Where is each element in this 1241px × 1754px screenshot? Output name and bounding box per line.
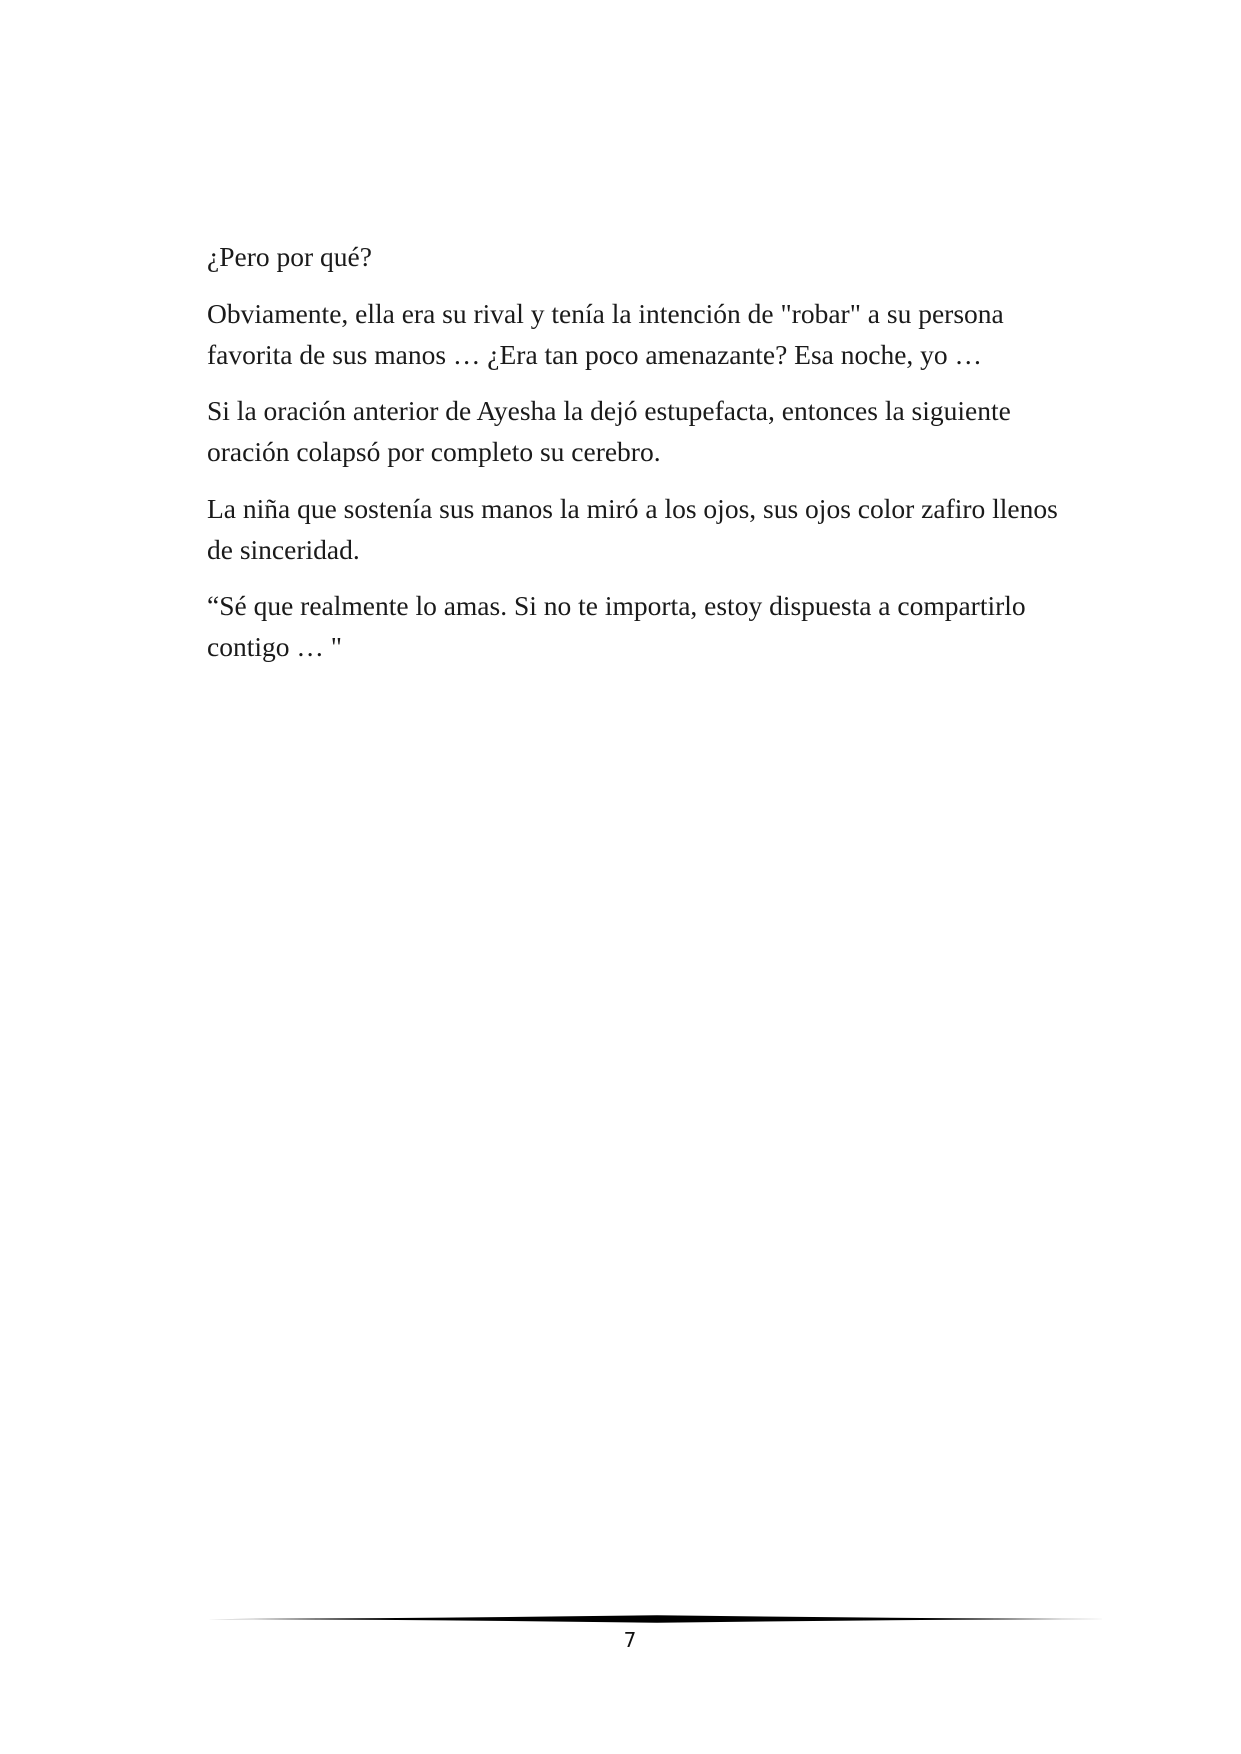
paragraph: “Sé que realmente lo amas. Si no te importa, estoy dispuesta a compartirlo contigo … " bbox=[207, 590, 1026, 662]
paragraph: ¿Pero por qué? bbox=[207, 241, 372, 272]
paragraph: Obviamente, ella era su rival y tenía la intención de "robar" a su persona favorita de sus manos … ¿Era tan poco amenazante? Esa noche, yo … bbox=[207, 297, 1004, 370]
paragraph: La niña que sostenía sus manos la miró a los ojos, sus ojos color zafiro llenos de sinceridad. bbox=[207, 492, 1058, 565]
footer-divider bbox=[207, 1612, 1107, 1626]
page-number: 7 bbox=[623, 1628, 637, 1652]
paragraph: Si la oración anterior de Ayesha la dejó estupefacta, entonces la siguiente oración colapsó por completo su cerebro. bbox=[207, 395, 1011, 467]
body-text bbox=[207, 236, 1067, 683]
